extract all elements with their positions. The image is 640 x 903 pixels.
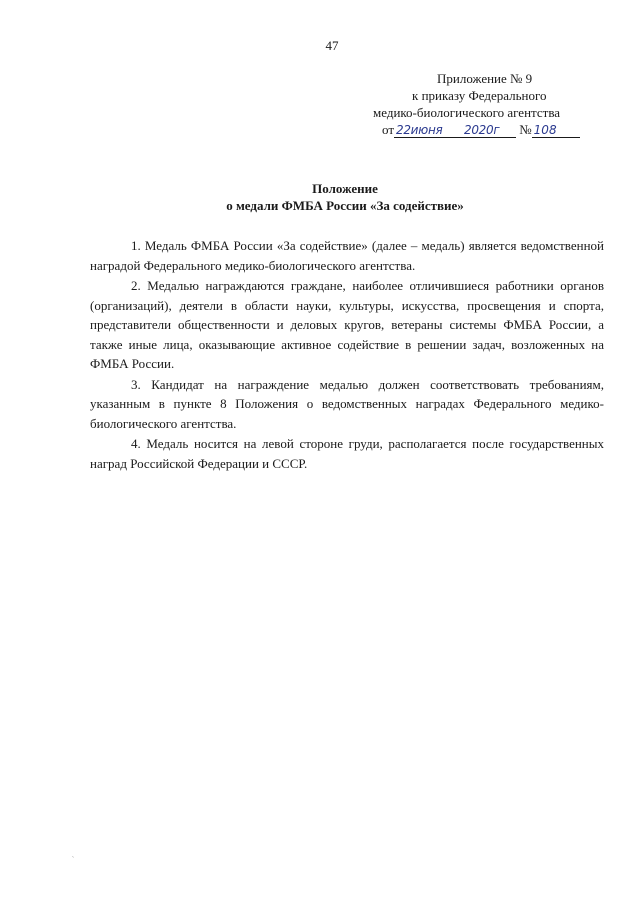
- scan-speck: `: [72, 857, 74, 863]
- appendix-agency: медико-биологического агентства: [373, 105, 561, 120]
- document-body: [90, 236, 604, 474]
- handwritten-date-day: 22июня: [396, 123, 443, 137]
- from-label: от: [382, 122, 395, 137]
- handwritten-order-number: 108: [532, 123, 580, 138]
- document-title: [0, 180, 640, 214]
- appendix-date-number-line: [300, 121, 630, 138]
- handwritten-date: [394, 123, 516, 138]
- appendix-header: [300, 70, 630, 138]
- appendix-title: Приложение № 9: [437, 71, 533, 86]
- title-line-1: Положение: [312, 181, 378, 196]
- paragraph-2: 2. Медалью награждаются граждане, наиболее отличившиеся работники органов (организаций), деятели в области науки, культуры, искусства, просвещения и спорта, представители общественности и деловых кругов, ветераны системы ФМБА России, а также иные лица, оказывающие активное содействие в решении задач, возложенных на ФМБА России.: [90, 278, 604, 371]
- title-line-2: о медали ФМБА России «За содействие»: [226, 198, 464, 213]
- paragraph-3: 3. Кандидат на награждение медалью должен соответствовать требованиям, указанным в пункте 8 Положения о ведомственных наградах Федерального медико-биологического агентства.: [90, 376, 604, 431]
- handwritten-date-year: 2020г: [464, 123, 500, 137]
- paragraph-4: 4. Медаль носится на левой стороне груди, располагается после государственных наград Российской Федерации и СССР.: [90, 436, 604, 471]
- page-number: 47: [325, 38, 339, 53]
- number-label: №: [519, 122, 532, 137]
- appendix-order-ref: к приказу Федерального: [412, 88, 547, 103]
- paragraph-1: 1. Медаль ФМБА России «За содействие» (далее – медаль) является ведомственной наградой Федерального медико-биологического агентства.: [90, 238, 604, 273]
